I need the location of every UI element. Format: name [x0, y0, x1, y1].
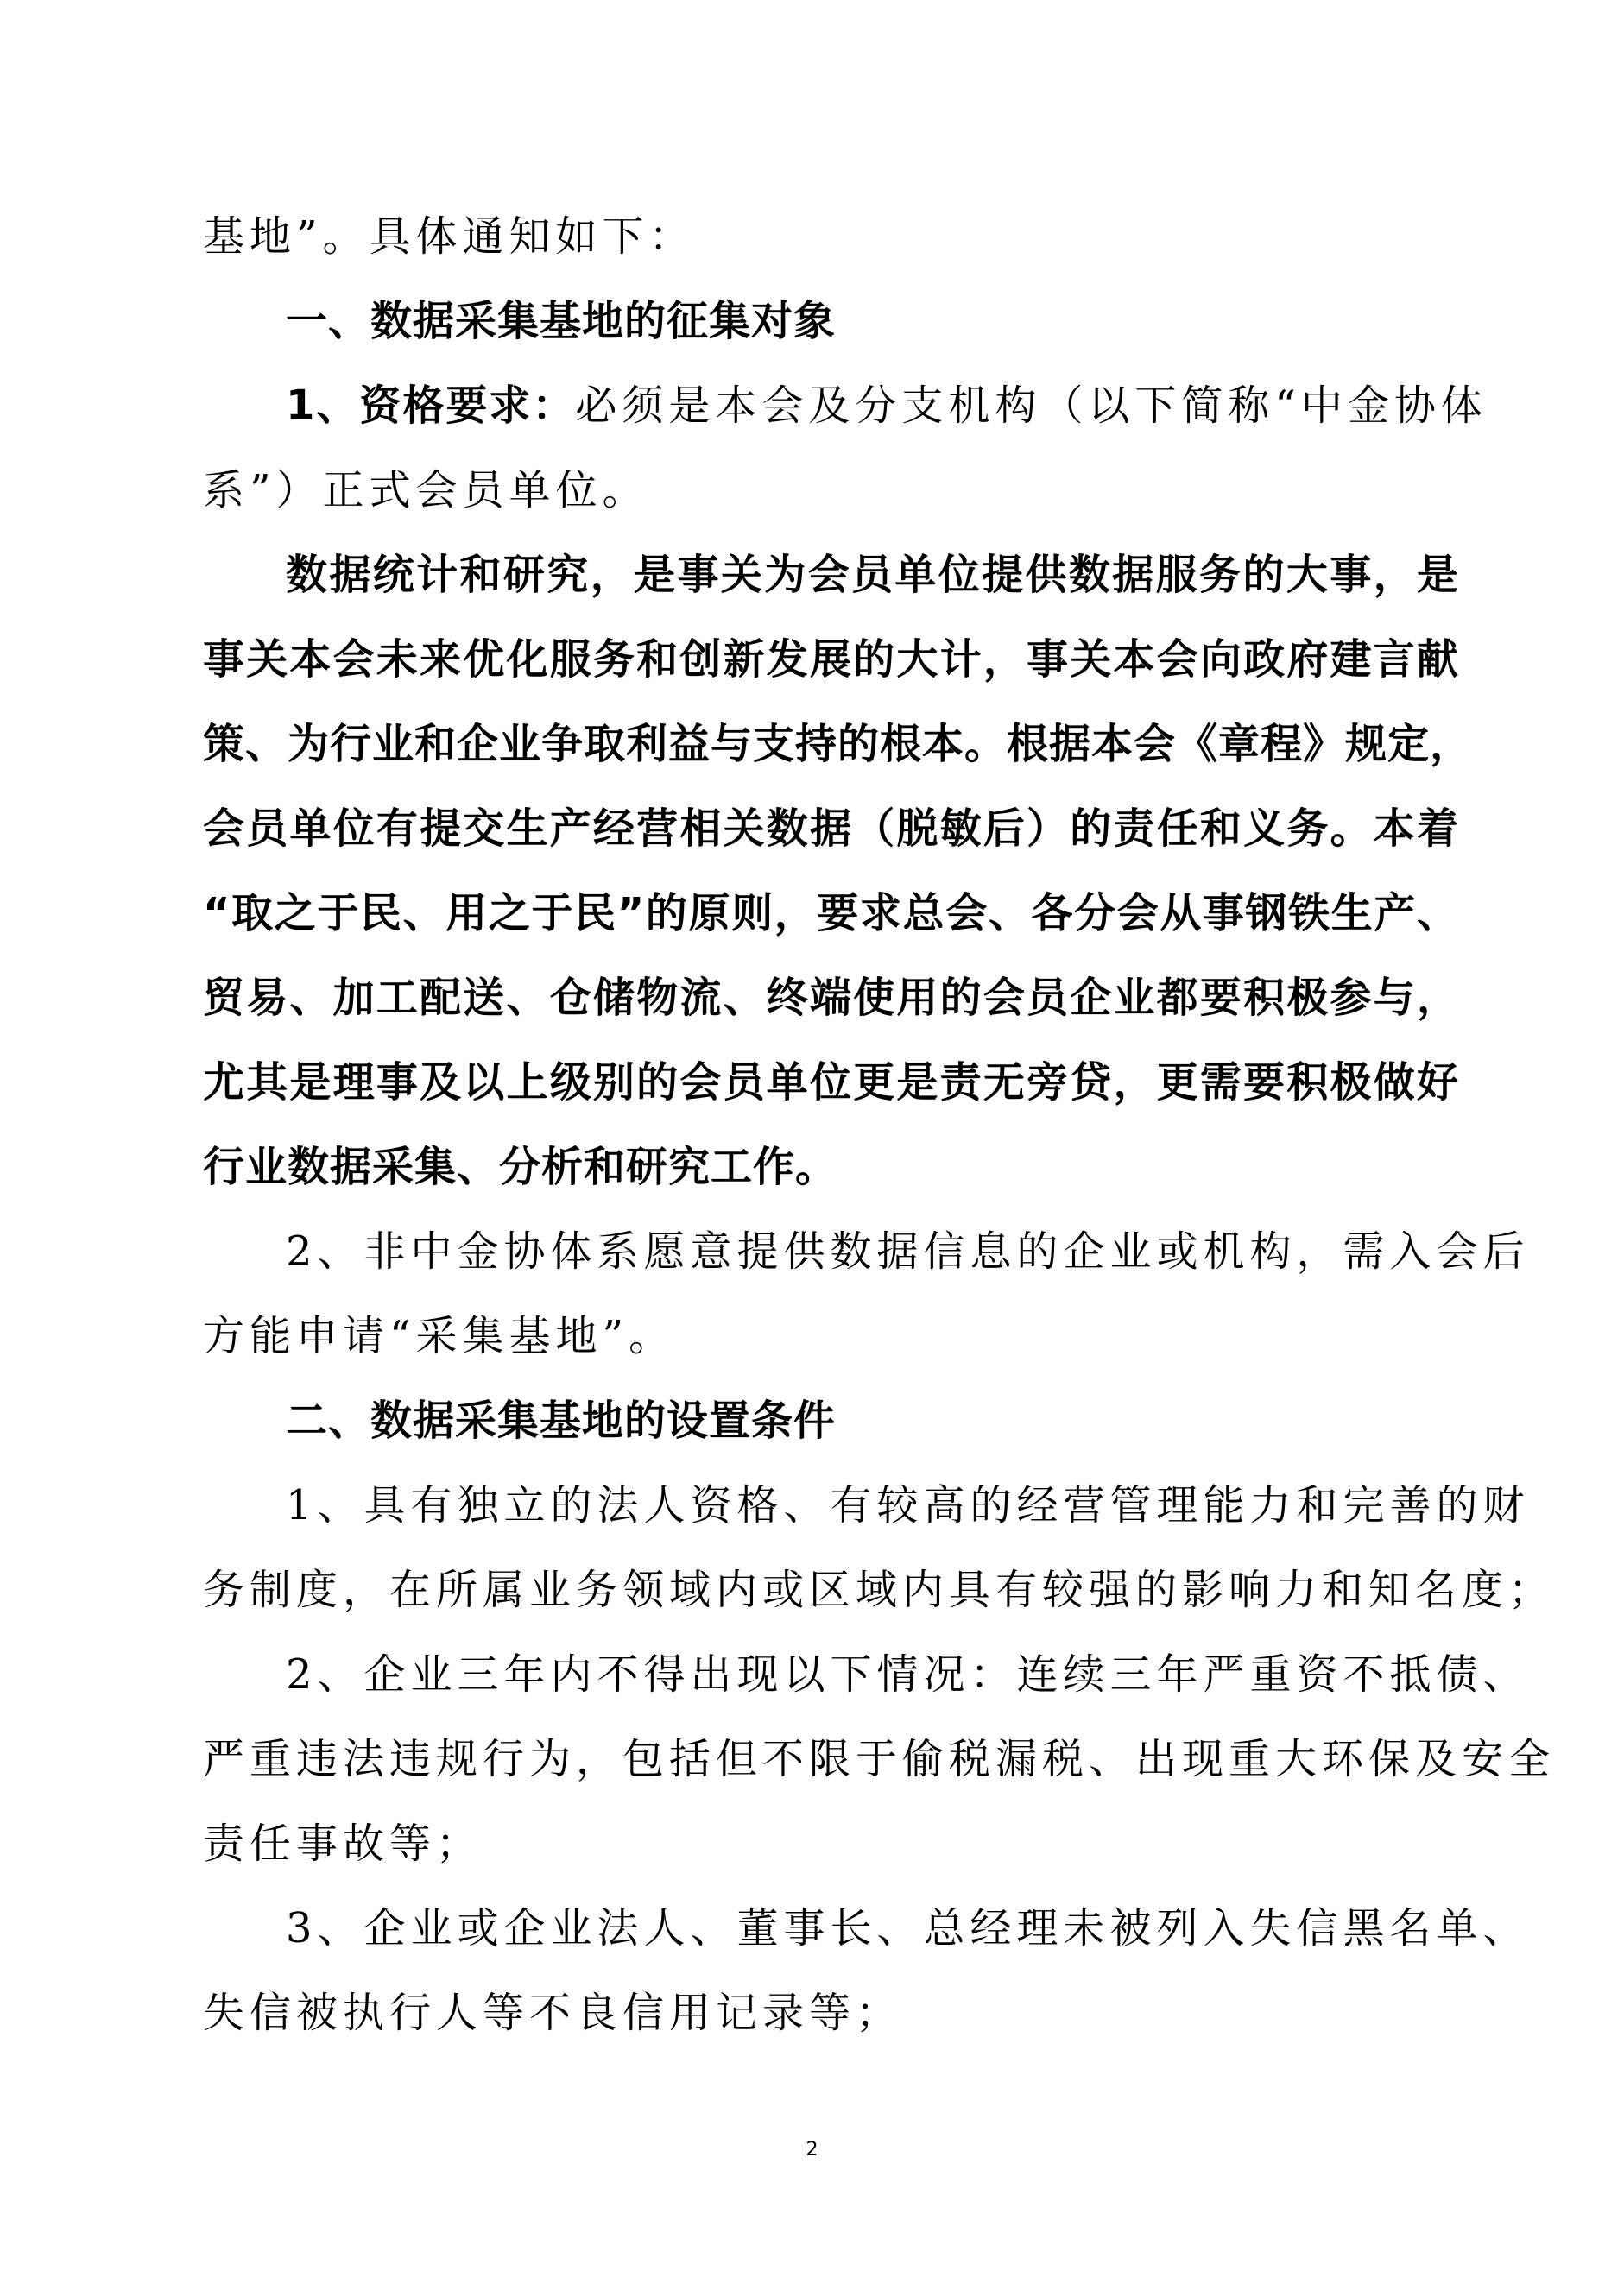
section-heading-1: 一、数据采集基地的征集对象	[286, 297, 837, 345]
paragraph-line: 严重违法违规行为，包括但不限于偷税漏税、出现重大环保及安全	[203, 1735, 1556, 1783]
paragraph-line: 务制度，在所属业务领域内或区域内具有较强的影响力和知名度；	[203, 1566, 1556, 1614]
paragraph-line	[203, 363, 1488, 448]
paragraph-line: 基地”。具体通知如下：	[203, 212, 696, 261]
bold-paragraph-line: 行业数据采集、分析和研究工作。	[203, 1143, 838, 1191]
paragraph-line: 1、具有独立的法人资格、有较高的经营管理能力和完善的财	[286, 1481, 1530, 1530]
bold-paragraph-line: 会员单位有提交生产经营相关数据（脱敏后）的责任和义务。本着	[203, 804, 1459, 853]
bold-paragraph-line: 事关本会未来优化服务和创新发展的大计，事关本会向政府建言献	[203, 635, 1459, 684]
paragraph-line: 责任事故等；	[203, 1820, 483, 1868]
paragraph-line: 2、企业三年内不得出现以下情况：连续三年严重资不抵债、	[286, 1650, 1530, 1699]
document-page	[203, 194, 1556, 2055]
paragraph-line: 失信被执行人等不良信用记录等；	[203, 1989, 903, 2037]
bold-paragraph-line: 策、为行业和企业争取利益与支持的根本。根据本会《章程》规定，	[203, 720, 1473, 768]
bold-paragraph-line: 尤其是理事及以上级别的会员单位更是责无旁贷，更需要积极做好	[203, 1058, 1459, 1107]
bold-paragraph-line: 数据统计和研究，是事关为会员单位提供数据服务的大事，是	[286, 551, 1459, 599]
paragraph-line: 2、非中金协体系愿意提供数据信息的企业或机构，需入会后	[286, 1227, 1530, 1276]
paragraph-line: 3、企业或企业法人、董事长、总经理未被列入失信黑名单、	[286, 1904, 1530, 1952]
paragraph-line: 方能申请“采集基地”。	[203, 1312, 676, 1360]
qualification-label: 1、资格要求：	[286, 382, 576, 430]
paragraph-line: 系”）正式会员单位。	[203, 466, 649, 514]
section-heading-2: 二、数据采集基地的设置条件	[286, 1397, 837, 1445]
qualification-text: 必须是本会及分支机构（以下简称“中金协体	[575, 382, 1488, 430]
bold-paragraph-line: 贸易、加工配送、仓储物流、终端使用的会员企业都要积极参与，	[203, 974, 1459, 1022]
bold-paragraph-line: “取之于民、用之于民”的原则，要求总会、各分会从事钢铁生产、	[203, 889, 1459, 937]
page-number: 2	[806, 2139, 818, 2160]
